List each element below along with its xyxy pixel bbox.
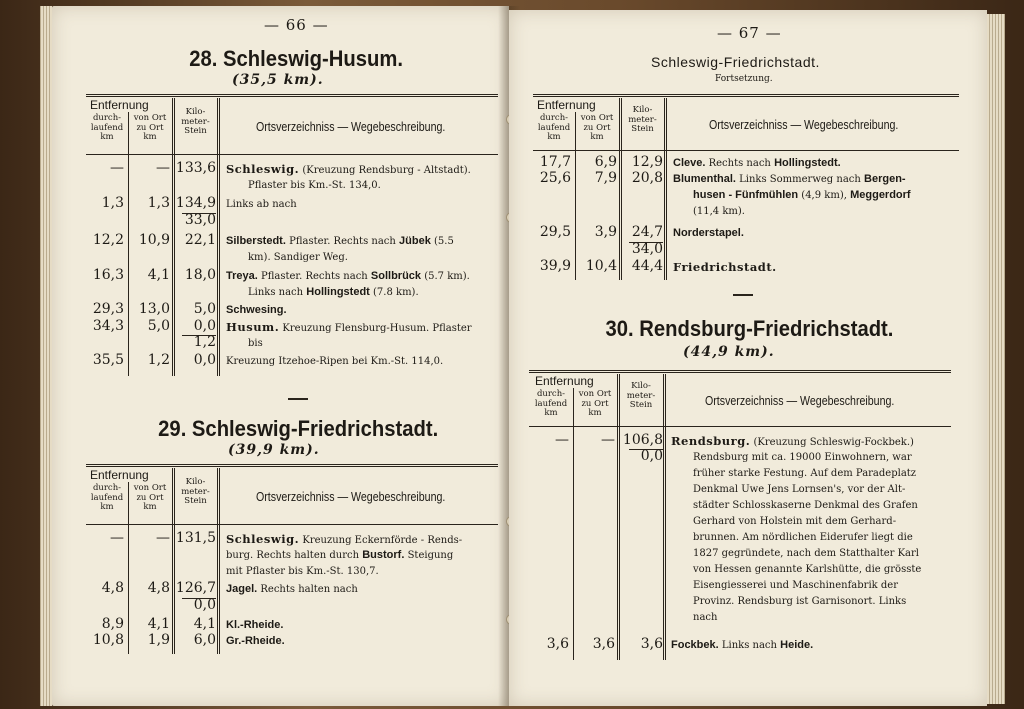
table-cell-text: km <box>143 502 157 512</box>
table-cell-text: Links ab nach <box>226 199 297 210</box>
table-cell-text: (5.7 km). <box>424 271 470 282</box>
table-cell-text: Provinz. Rendsburg ist Garnisonort. Links <box>693 596 907 607</box>
table-cell-text: meter- <box>181 116 210 127</box>
table-cell-text: brunnen. Am nördlichen Eiderufer liegt die <box>693 532 913 543</box>
table-cell-text: (Kreuzung Rendsburg - Altstadt). <box>302 165 471 176</box>
table-cell-text: 10,8 <box>92 632 124 648</box>
table-cell-text: städter Schlosskaserne Denkmal des Grafen <box>693 500 918 511</box>
table-cell-text: Husum. <box>226 320 280 334</box>
table-cell-text: Bustorf. <box>362 549 405 561</box>
table-cell-text: Gr.-Rheide. <box>226 635 285 647</box>
table-cell-text: 7,9 <box>594 170 617 186</box>
table-cell-text: burg. Rechts halten durch <box>226 550 360 561</box>
table-cell-text: Jübek <box>399 235 431 247</box>
table-cell-text: 4,1 <box>147 267 170 283</box>
page-number-right: — 67 — <box>717 24 782 42</box>
table-cell-text: Kilo- <box>185 477 206 487</box>
table-cell-text: Stein <box>184 126 207 136</box>
running-subtitle: Fortsetzung. <box>715 74 773 84</box>
table-cell-text: 1,2 <box>193 334 216 350</box>
table-cell-text: laufend <box>537 122 571 133</box>
table-cell-text: (11,4 km). <box>693 206 745 217</box>
section-30-distance: (44,9 km). <box>683 344 775 360</box>
table-cell-text: von Ort <box>580 113 614 123</box>
table-cell-text: Kreuzung Eckernförde - Rends- <box>302 535 463 546</box>
table-cell-text: laufend <box>90 492 124 503</box>
section-30-title: 30. Rendsburg-Friedrichstadt. <box>605 316 894 341</box>
table-cell-text: Pflaster bis Km.-St. 134,0. <box>248 180 381 191</box>
table-cell-text: Kilo- <box>632 105 653 115</box>
table-cell-text: 6,0 <box>193 632 216 648</box>
table-cell-text: 10,9 <box>138 232 170 248</box>
table-cell-text: zu Ort <box>583 122 611 133</box>
table-cell-text: (7.8 km). <box>373 287 419 298</box>
table-cell-text: 13,0 <box>138 301 170 317</box>
table-cell-text: 5,0 <box>147 318 170 334</box>
header-von-ort <box>573 390 617 419</box>
section-28-title: 28. Schleswig-Husum. <box>189 46 404 71</box>
table-cell-text: Schwesing. <box>226 304 287 316</box>
table-cell-text: km). Sandiger Weg. <box>248 252 348 263</box>
table-cell-text: Kilo- <box>185 107 206 117</box>
table-cell-text: 1827 gegründete, nach dem Statthalter Karl <box>693 548 920 559</box>
table-cell-text: zu Ort <box>136 492 164 503</box>
table-cell-text: Blumenthal. <box>673 173 736 185</box>
table-cell-text: 25,6 <box>539 170 571 186</box>
header-kilometerstein <box>619 382 663 411</box>
table-cell-text: Links nach <box>721 640 777 651</box>
table-cell-text: 34,0 <box>631 241 663 257</box>
book-edge-right <box>987 14 1005 704</box>
table-cell-text: — <box>110 160 124 176</box>
table-cell-text: Steigung <box>407 550 454 561</box>
table-cell-text: 3,6 <box>640 636 663 652</box>
table-cell-text: laufend <box>534 398 568 409</box>
header-entfernung: Entfernung <box>90 468 149 482</box>
section-29-title: 29. Schleswig-Friedrichstadt. <box>158 416 439 441</box>
table-cell-text: 1,2 <box>147 352 170 368</box>
header-durchlaufend <box>86 484 128 513</box>
table-cell-text: 1,3 <box>101 195 124 211</box>
table-cell-text: 5,0 <box>193 301 216 317</box>
table-cell-text: Links Sommerweg nach <box>739 174 861 185</box>
table-cell-text: meter- <box>626 390 656 401</box>
route-table-29 <box>86 464 498 654</box>
header-ortsverzeichniss: Ortsverzeichniss — Wegebeschreibung. <box>256 120 446 134</box>
table-cell-text: 20,8 <box>631 170 663 186</box>
page-number-left: — 66 — <box>264 16 329 34</box>
table-cell-text: 12,2 <box>92 232 124 248</box>
left-page <box>52 6 509 706</box>
table-cell-text: Rendsburg. <box>671 434 751 448</box>
table-cell-text: 0,0 <box>193 318 216 334</box>
table-cell-text: Schleswig. <box>226 532 300 546</box>
table-cell-text: 35,5 <box>92 352 124 368</box>
table-cell-text: 44,4 <box>631 258 663 274</box>
table-cell-text: bis <box>248 338 263 349</box>
table-cell-text: Silberstedt. <box>226 235 286 247</box>
table-cell-text: 39,9 <box>539 258 571 274</box>
table-cell-text: km <box>544 408 558 418</box>
section-separator <box>733 294 753 296</box>
table-cell-text: Pflaster. Rechts nach <box>289 236 396 247</box>
table-cell-text: meter- <box>181 486 210 497</box>
table-cell-text: Stein <box>631 124 654 134</box>
place-name: Schleswig. <box>226 162 300 176</box>
table-cell-text: Hollingstedt. <box>774 157 841 169</box>
table-cell-text: von Hessen genannte Karlshütte, die grösste <box>693 564 922 575</box>
table-cell-text: Hollingstedt <box>306 286 370 298</box>
table-cell-text: — <box>156 530 170 546</box>
table-cell-text: durch- <box>92 113 122 123</box>
table-cell-text: 0,0 <box>193 597 216 613</box>
table-cell-text: Norderstapel. <box>673 227 744 239</box>
table-cell-text: Gerhard von Holstein mit dem Gerhard- <box>693 516 897 527</box>
table-cell-text: 1,9 <box>147 632 170 648</box>
table-cell-text: von Ort <box>133 113 167 123</box>
table-cell-text: zu Ort <box>136 122 164 133</box>
table-cell-text: Meggerdorf <box>850 189 911 201</box>
table-cell-text: von Ort <box>578 389 612 399</box>
running-title: Schleswig-Friedrichstadt. <box>651 54 820 70</box>
table-cell-text: 3,6 <box>592 636 615 652</box>
header-durchlaufend <box>529 390 573 419</box>
table-cell-text: 134,9 <box>175 195 216 211</box>
table-cell-text: 131,5 <box>175 530 216 546</box>
table-cell-text: Jagel. <box>226 583 258 595</box>
table-cell-text: 6,9 <box>594 154 617 170</box>
header-entfernung: Entfernung <box>537 98 596 112</box>
table-cell-text: mit Pflaster bis Km.-St. 130,7. <box>226 566 379 577</box>
table-cell-text: Fockbek. <box>671 639 719 651</box>
header-kilometerstein <box>174 108 217 137</box>
table-cell-text: nach <box>693 612 718 623</box>
table-cell-text: 34,3 <box>92 318 124 334</box>
table-cell-text: 1,3 <box>147 195 170 211</box>
table-cell-text: (5.5 <box>434 236 454 247</box>
header-ortsverzeichniss: Ortsverzeichniss — Wegebeschreibung. <box>705 394 895 408</box>
table-cell-text: Treya. <box>226 270 258 282</box>
route-table-29-continued <box>533 94 959 280</box>
table-cell-text: Kreuzung Flensburg-Husum. Pflaster <box>282 323 472 334</box>
header-von-ort <box>128 484 172 513</box>
table-cell-text: 4,8 <box>101 580 124 596</box>
table-cell-text: 33,0 <box>184 212 216 228</box>
header-entfernung: Entfernung <box>535 374 594 388</box>
section-separator <box>288 398 308 400</box>
table-cell-text: — <box>110 530 124 546</box>
header-kilometerstein <box>174 478 217 507</box>
table-cell-text: (4,9 km), <box>801 190 847 201</box>
table-cell-text: — <box>601 432 615 448</box>
header-von-ort <box>575 114 619 143</box>
table-cell-text: 22,1 <box>184 232 216 248</box>
table-cell-text: 24,7 <box>631 224 663 240</box>
table-cell-text: Kreuzung Itzehoe-Ripen bei Km.-St. 114,0. <box>226 356 444 367</box>
table-cell-text: 3,9 <box>594 224 617 240</box>
section-28-distance: (35,5 km). <box>232 72 324 88</box>
table-cell-text: Kilo- <box>631 381 651 391</box>
route-table-30 <box>529 370 951 660</box>
table-cell-text: 10,4 <box>585 258 617 274</box>
table-cell-text: durch- <box>536 389 566 399</box>
table-cell-text: Sollbrück <box>370 270 422 282</box>
header-durchlaufend <box>533 114 575 143</box>
table-cell-text: Friedrichstadt. <box>673 260 777 274</box>
table-cell-text: Eisengiesserei und Maschinenfabrik der <box>693 580 898 591</box>
right-page <box>509 10 987 706</box>
table-cell-text: 4,1 <box>147 616 170 632</box>
table-cell-text: Rendsburg mit ca. 19000 Einwohnern, war <box>693 452 912 463</box>
table-cell-text: Stein <box>184 496 207 506</box>
table-cell-text: km <box>143 132 157 142</box>
header-ortsverzeichniss: Ortsverzeichniss — Wegebeschreibung. <box>256 490 446 504</box>
table-cell-text: 29,5 <box>539 224 571 240</box>
table-cell-text: Stein <box>629 400 653 410</box>
table-cell-text: 0,0 <box>640 448 663 464</box>
table-cell-text: 16,3 <box>92 267 124 283</box>
book-edge-left <box>40 6 52 706</box>
table-cell-text: — <box>555 432 569 448</box>
table-cell-text: Bergen- <box>864 173 906 185</box>
table-cell-text: 133,6 <box>175 160 216 176</box>
table-cell-text: früher starke Festung. Auf dem Paradeplatz <box>693 468 917 479</box>
table-cell-text: 0,0 <box>193 352 216 368</box>
table-cell-text: Kl.-Rheide. <box>226 619 284 631</box>
header-durchlaufend <box>86 114 128 143</box>
table-cell-text: — <box>156 160 170 176</box>
table-cell-text: 17,7 <box>539 154 571 170</box>
table-cell-text: km <box>547 132 561 142</box>
table-cell-text: 8,9 <box>101 616 124 632</box>
table-cell-text: Rechts halten nach <box>260 584 358 595</box>
table-cell-text: 126,7 <box>175 580 216 596</box>
table-cell-text: Rechts nach <box>708 158 771 169</box>
table-cell-text: Links nach <box>248 287 304 298</box>
table-cell-text: 106,8 <box>622 432 663 448</box>
table-cell-text: laufend <box>90 122 124 133</box>
table-cell-text: durch- <box>539 113 569 123</box>
table-cell-text: meter- <box>628 114 657 125</box>
section-29-distance: (39,9 km). <box>228 442 320 458</box>
table-cell-text: von Ort <box>133 483 167 493</box>
table-cell-text: zu Ort <box>581 398 609 409</box>
table-cell-text: 18,0 <box>184 267 216 283</box>
table-cell-text: 4,8 <box>147 580 170 596</box>
header-kilometerstein <box>621 106 664 135</box>
table-cell-text: Cleve. <box>673 157 706 169</box>
route-table-28 <box>86 94 498 376</box>
table-cell-text: husen - Fünfmühlen <box>693 189 799 201</box>
table-cell-text: 4,1 <box>193 616 216 632</box>
table-cell-text: (Kreuzung Schleswig-Fockbek.) <box>753 437 914 448</box>
table-cell-text: 12,9 <box>631 154 663 170</box>
header-von-ort <box>128 114 172 143</box>
table-cell-text: km <box>100 132 114 142</box>
table-cell-text: durch- <box>92 483 122 493</box>
table-cell-text: 3,6 <box>546 636 569 652</box>
header-ortsverzeichniss: Ortsverzeichniss — Wegebeschreibung. <box>709 118 899 132</box>
table-cell-text: km <box>590 132 604 142</box>
table-cell-text: km <box>100 502 114 512</box>
table-cell-text: 29,3 <box>92 301 124 317</box>
table-cell-text: Pflaster. Rechts nach <box>261 271 368 282</box>
table-cell-text: Heide. <box>780 639 814 651</box>
table-cell-text: km <box>588 408 602 418</box>
header-entfernung: Entfernung <box>90 98 149 112</box>
table-cell-text: Denkmal Uwe Jens Lornsen's, vor der Alt- <box>693 484 906 495</box>
